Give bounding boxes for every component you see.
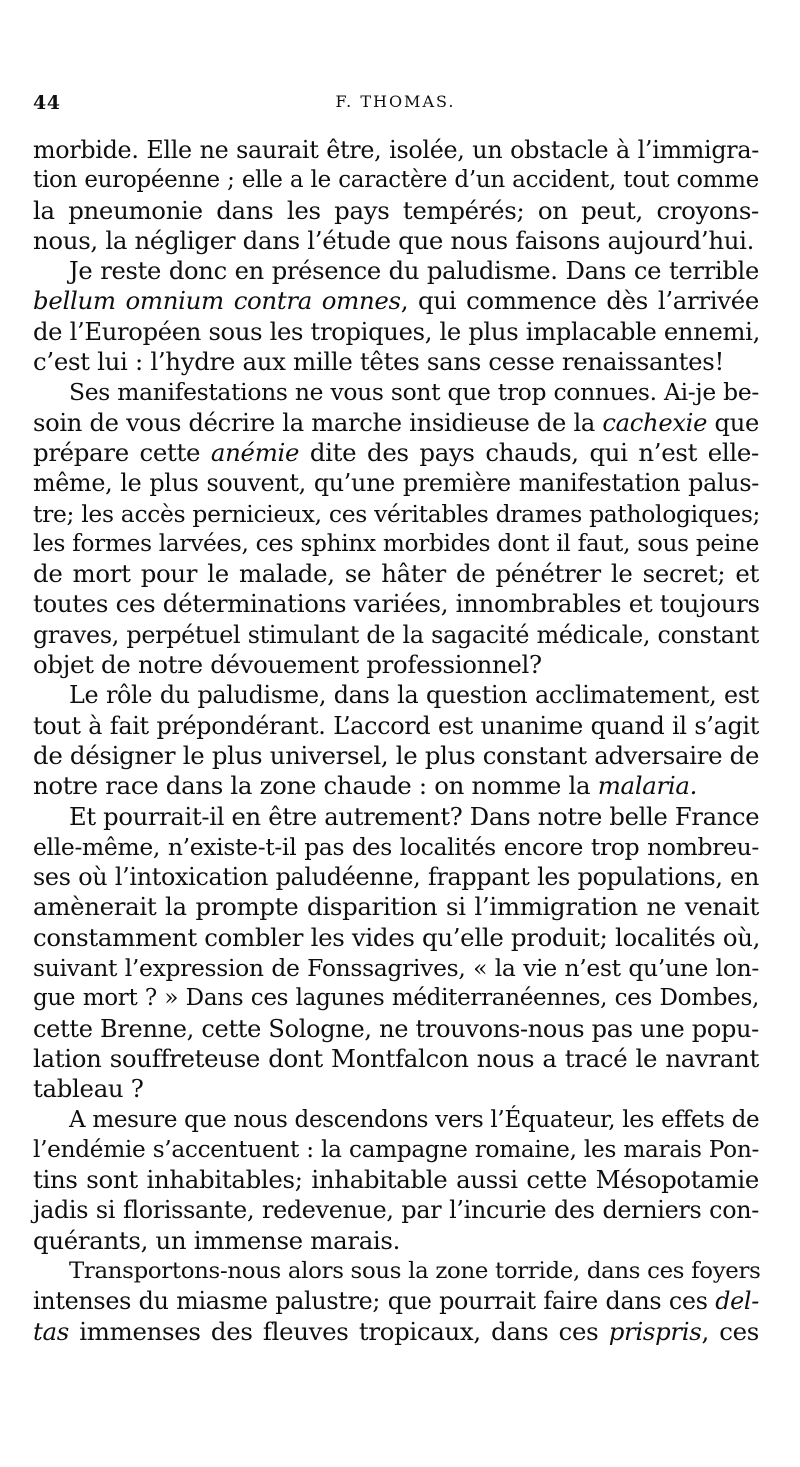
italic-text: tas <box>33 1316 69 1346</box>
text-segment: jadis si florissante, redevenue, par l’incurie des derniers con- <box>33 1196 759 1225</box>
text-segment: suivant l’expression de Fonssagrives, « la vie n’est qu’une lon- <box>33 954 759 983</box>
text-segment: Transportons-nous alors sous la zone torride, dans ces foyers <box>69 1257 761 1284</box>
text-segment: de l’Européen sous les tropiques, le plus implacable ennemi, <box>33 317 760 346</box>
text-segment: les formes larvées, ces sphinx morbides dont il faut, sous peine <box>33 529 759 557</box>
text-line <box>33 1135 759 1165</box>
text-line <box>33 650 759 680</box>
text-segment: soin de vous décrire la marche insidieuse de la <box>33 408 603 437</box>
text-segment: toutes ces déterminations variées, innombrables et toujours <box>33 589 760 619</box>
text-line <box>33 620 759 650</box>
text-segment: la pneumonie dans les pays tempérés; on peut, croyons- <box>33 195 759 225</box>
text-segment: ses où l’intoxication paludéenne, frappant les populations, en <box>33 863 759 892</box>
text-segment: cette Brenne, cette Sologne, ne trouvons-nous pas une popu- <box>33 1014 759 1043</box>
text-segment: notre race dans la zone chaude : on nomme la <box>33 771 598 801</box>
text-line <box>33 317 759 347</box>
text-line <box>33 711 759 741</box>
text-line <box>33 953 759 983</box>
text-segment: même, le plus souvent, qu’une première manifestation palus- <box>33 469 759 498</box>
text-segment: Et pourrait-il en être autrement? Dans notre belle France <box>69 802 760 831</box>
italic-text: malaria. <box>597 771 698 801</box>
text-line <box>33 802 759 832</box>
text-segment: gue mort ? » Dans ces lagunes méditerranéennes, ces Dombes, <box>33 985 759 1012</box>
italic-text: prispris <box>608 1316 702 1346</box>
text-segment: tre; les accès pernicieux, ces véritables drames pathologiques; <box>33 499 761 528</box>
text-line <box>33 1105 759 1135</box>
text-segment: tion européenne ; elle a le caractère d’un accident, tout comme <box>33 167 759 194</box>
text-segment: Ses manifestations ne vous sont que trop connues. Ai-je be- <box>69 378 759 407</box>
text-line <box>33 256 759 286</box>
text-line <box>33 832 759 862</box>
text-line <box>33 1165 759 1195</box>
text-segment: prépare cette <box>33 437 211 467</box>
page-number: 44 <box>33 92 61 114</box>
text-line <box>33 741 759 771</box>
running-head: F. THOMAS. <box>335 92 456 111</box>
text-line <box>33 135 759 165</box>
text-line <box>33 1074 759 1104</box>
text-segment: immenses des fleuves tropicaux, dans ces <box>68 1316 609 1346</box>
text-line <box>33 165 759 195</box>
text-line <box>33 1195 759 1225</box>
text-line <box>33 892 759 922</box>
text-segment: graves, perpétuel stimulant de la sagacité médicale, constant <box>33 620 759 649</box>
text-segment: , ces <box>701 1316 759 1346</box>
text-line <box>33 499 759 529</box>
text-line <box>33 1044 759 1074</box>
text-segment: tins sont inhabitables; inhabitable aussi cette Mésopotamie <box>33 1165 759 1195</box>
text-segment: lation souffreteuse dont Montfalcon nous a tracé le navrant <box>33 1043 759 1073</box>
text-line <box>33 1286 759 1316</box>
text-line <box>33 1014 759 1044</box>
text-segment: de mort pour le malade, se hâter de pénétrer le secret; et <box>33 559 759 589</box>
body-text <box>33 135 759 1347</box>
text-line <box>33 680 759 710</box>
text-segment: que <box>707 408 759 437</box>
text-segment: constamment combler les vides qu’elle produit; localités où, <box>33 922 761 952</box>
text-line <box>33 529 759 559</box>
text-segment: , qui commence dès l’arrivée <box>400 286 759 316</box>
text-line <box>33 923 759 953</box>
text-line <box>33 559 759 589</box>
text-line <box>33 286 759 316</box>
text-segment: amènerait la prompte disparition si l’immigration ne venait <box>33 892 759 922</box>
text-line <box>33 377 759 407</box>
text-line <box>33 196 759 226</box>
text-segment: Le rôle du paludisme, dans la question acclimatement, est <box>69 681 759 710</box>
text-segment: Je reste donc en présence du paludisme. Dans ce terrible <box>69 257 759 286</box>
text-line <box>33 438 759 468</box>
page-header <box>33 92 758 116</box>
text-line <box>33 862 759 892</box>
text-segment: tout à fait prépondérant. L’accord est unanime quand il s’agit <box>33 711 759 740</box>
text-segment: c’est lui : l’hydre aux mille têtes sans cesse renaissantes! <box>33 347 725 377</box>
italic-text: anémie <box>210 437 300 467</box>
italic-text: del- <box>715 1287 759 1316</box>
italic-text: cachexie <box>602 408 708 437</box>
text-segment: intenses du miasme palustre; que pourrait faire dans ces <box>33 1287 716 1316</box>
italic-text: bellum omnium contra omnes <box>33 286 401 316</box>
text-segment: objet de notre dévouement professionnel? <box>33 650 542 680</box>
text-line <box>33 1317 759 1347</box>
text-segment: de désigner le plus universel, le plus constant adversaire de <box>33 740 760 770</box>
text-segment: quérants, un immense marais. <box>33 1225 401 1255</box>
text-line <box>33 226 759 256</box>
text-line <box>33 589 759 619</box>
text-segment: A mesure que nous descendons vers l’Équateur, les effets de <box>69 1106 760 1133</box>
text-line <box>33 408 759 438</box>
text-segment: elle-même, n’existe-t-il pas des localités encore trop nombreu- <box>33 832 759 861</box>
text-segment: l’endémie s’accentuent : la campagne romaine, les marais Pon- <box>33 1135 759 1163</box>
text-line <box>33 771 759 801</box>
text-segment: dite des pays chauds, qui n’est elle- <box>299 437 759 467</box>
text-line <box>33 468 759 498</box>
text-segment: tableau ? <box>33 1074 144 1104</box>
text-segment: morbide. Elle ne saurait être, isolée, un obstacle à l’immigra- <box>33 136 759 164</box>
text-segment: nous, la négliger dans l’étude que nous faisons aujourd’hui. <box>33 225 755 255</box>
text-line <box>33 1256 759 1286</box>
text-line <box>33 1226 759 1256</box>
text-line <box>33 983 759 1013</box>
text-line <box>33 347 759 377</box>
